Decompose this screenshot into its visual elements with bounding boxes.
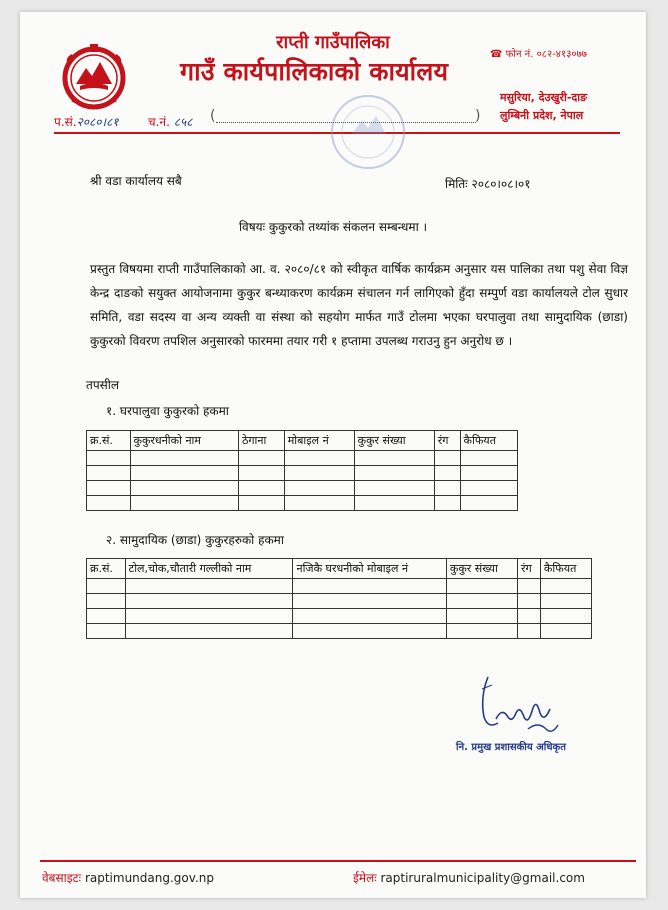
table-row [87, 594, 592, 609]
recipient: श्री वडा कार्यालय सबै [90, 174, 182, 188]
handwritten-signature [458, 667, 568, 742]
table-header-cell: रंग [518, 559, 541, 579]
table-cell [518, 624, 541, 639]
phone-icon: ☎ [490, 49, 503, 60]
table-cell [434, 496, 460, 511]
table-header-cell: क्र.सं. [87, 431, 131, 451]
table-cell [238, 466, 284, 481]
table-row [87, 579, 592, 594]
table-header-cell: ठेगाना [238, 431, 284, 451]
table-cell [460, 481, 517, 496]
table-cell [293, 579, 446, 594]
table-cell [460, 496, 517, 511]
letter-body: प्रस्तुत विषयमा राप्ती गाउँपालिकाको आ. व. २०८०/८१ को स्वीकृत वार्षिक कार्यक्रम अनुसार यस पालिका तथा पशु सेवा विज्ञ केन्द्र दाङको सयुक्त आयोजनामा कुकुर बन्ध्याकरण कार्यक्रम संचालन गर्न लागिएको हुँदा सम्पुर्ण वडा कार्यालयले टोल सुधार समिति, वडा सदस्य वा अन्य व्यक्ती वा संस्था को सहयोग मार्फत गाउँ टोलमा भएका घरपालुवा तथा सामुदायिक (छाडा) कुकुरको विवरण तपशिल अनुसारको फारममा तयार गरी १ हप्तामा उपलब्ध गराउनु हुन अनुरोध छ । [90, 262, 628, 348]
table-cell [354, 481, 434, 496]
footer-divider [40, 860, 636, 862]
table-row [87, 451, 518, 466]
table-cell [434, 451, 460, 466]
address-line-1: मसुरिया, देउखुरी-दाङ [500, 91, 588, 104]
address-line-2: लुम्बिनी प्रदेश, नेपाल [500, 109, 584, 122]
pet-dogs-table [86, 430, 518, 511]
table-cell [130, 481, 238, 496]
table-cell [434, 481, 460, 496]
table-cell [354, 451, 434, 466]
table-cell [87, 624, 126, 639]
website-link[interactable]: raptimundang.gov.np [84, 871, 214, 885]
table-cell [284, 481, 354, 496]
municipality-name: राप्ती गाउँपालिका [276, 32, 390, 53]
table-cell [284, 466, 354, 481]
table-cell [87, 466, 131, 481]
community-dogs-table [86, 558, 592, 639]
letter-page [20, 12, 646, 898]
table-header-cell: कुकुरधनीको नाम [130, 431, 238, 451]
table-cell [354, 466, 434, 481]
table-cell [518, 579, 541, 594]
table-cell [460, 466, 517, 481]
table-header-cell: कैफियत [540, 559, 591, 579]
table-row [87, 496, 518, 511]
tapsil-heading: तपसील [86, 378, 120, 392]
table-cell [434, 466, 460, 481]
close-paren: ) [475, 108, 481, 124]
table-cell [87, 594, 126, 609]
letter-date: मितिः २०८०।०८।०१ [445, 177, 531, 191]
table-cell [130, 451, 238, 466]
table-cell [125, 594, 293, 609]
footer-website: वेबसाइटः raptimundang.gov.np [42, 871, 214, 885]
table-header-cell: रंग [434, 431, 460, 451]
table-cell [293, 609, 446, 624]
table-cell [540, 609, 591, 624]
table-cell [293, 594, 446, 609]
open-paren: ( [210, 108, 216, 124]
table-cell [125, 609, 293, 624]
table-row [87, 624, 592, 639]
table-cell [446, 579, 517, 594]
table-cell [518, 594, 541, 609]
table-row [87, 481, 518, 496]
office-name: गाउँ कार्यपालिकाको कार्यालय [180, 57, 449, 86]
table-cell [130, 466, 238, 481]
table-row [87, 466, 518, 481]
footer-email: ईमेलः raptiruralmunicipality@gmail.com [353, 871, 585, 885]
table-header-cell: टोल,चोक,चौतारी गल्लीको नाम [125, 559, 293, 579]
table-cell [87, 451, 131, 466]
table-cell [354, 496, 434, 511]
table-cell [284, 451, 354, 466]
table-cell [87, 481, 131, 496]
table-cell [540, 579, 591, 594]
table-cell [87, 496, 131, 511]
office-stamp [322, 86, 414, 178]
table-header-cell: नजिकै घरधनीको मोबाइल नं [293, 559, 446, 579]
table-cell [125, 579, 293, 594]
table-cell [238, 496, 284, 511]
table-header-cell: क्र.सं. [87, 559, 126, 579]
table-header-cell: कुकुर संख्या [354, 431, 434, 451]
dispatch-number: च.नं. ८५८ [148, 115, 193, 129]
table-cell [87, 609, 126, 624]
reference-number: प.सं.२०८०।८१ [54, 115, 119, 129]
subject-line: विषयः कुकुरको तथ्यांक संकलन सम्बन्धमा । [238, 220, 428, 234]
table-cell [238, 481, 284, 496]
table-cell [518, 609, 541, 624]
table-cell [460, 451, 517, 466]
table-cell [87, 579, 126, 594]
phone-number: ☎ फोन नं. ०८२-४१३०७७ [490, 49, 588, 60]
table-cell [125, 624, 293, 639]
table-row [87, 609, 592, 624]
table-cell [238, 451, 284, 466]
table1-title: १. घरपालुवा कुकुरको हकमा [106, 404, 229, 418]
table-cell [446, 624, 517, 639]
table-cell [446, 609, 517, 624]
table-cell [284, 496, 354, 511]
table-header-cell: कुकुर संख्या [446, 559, 517, 579]
email-link[interactable]: raptiruralmunicipality@gmail.com [380, 871, 585, 885]
table-cell [293, 624, 446, 639]
table-cell [446, 594, 517, 609]
table-header-cell: मोबाइल नं [284, 431, 354, 451]
table-header-cell: कैफियत [460, 431, 517, 451]
table-cell [130, 496, 238, 511]
table-cell [540, 624, 591, 639]
table2-title: २. सामुदायिक (छाडा) कुकुरहरुको हकमा [106, 533, 284, 547]
officer-title: नि. प्रमुख प्रशासकीय अधिकृत [456, 742, 566, 753]
table-cell [540, 594, 591, 609]
